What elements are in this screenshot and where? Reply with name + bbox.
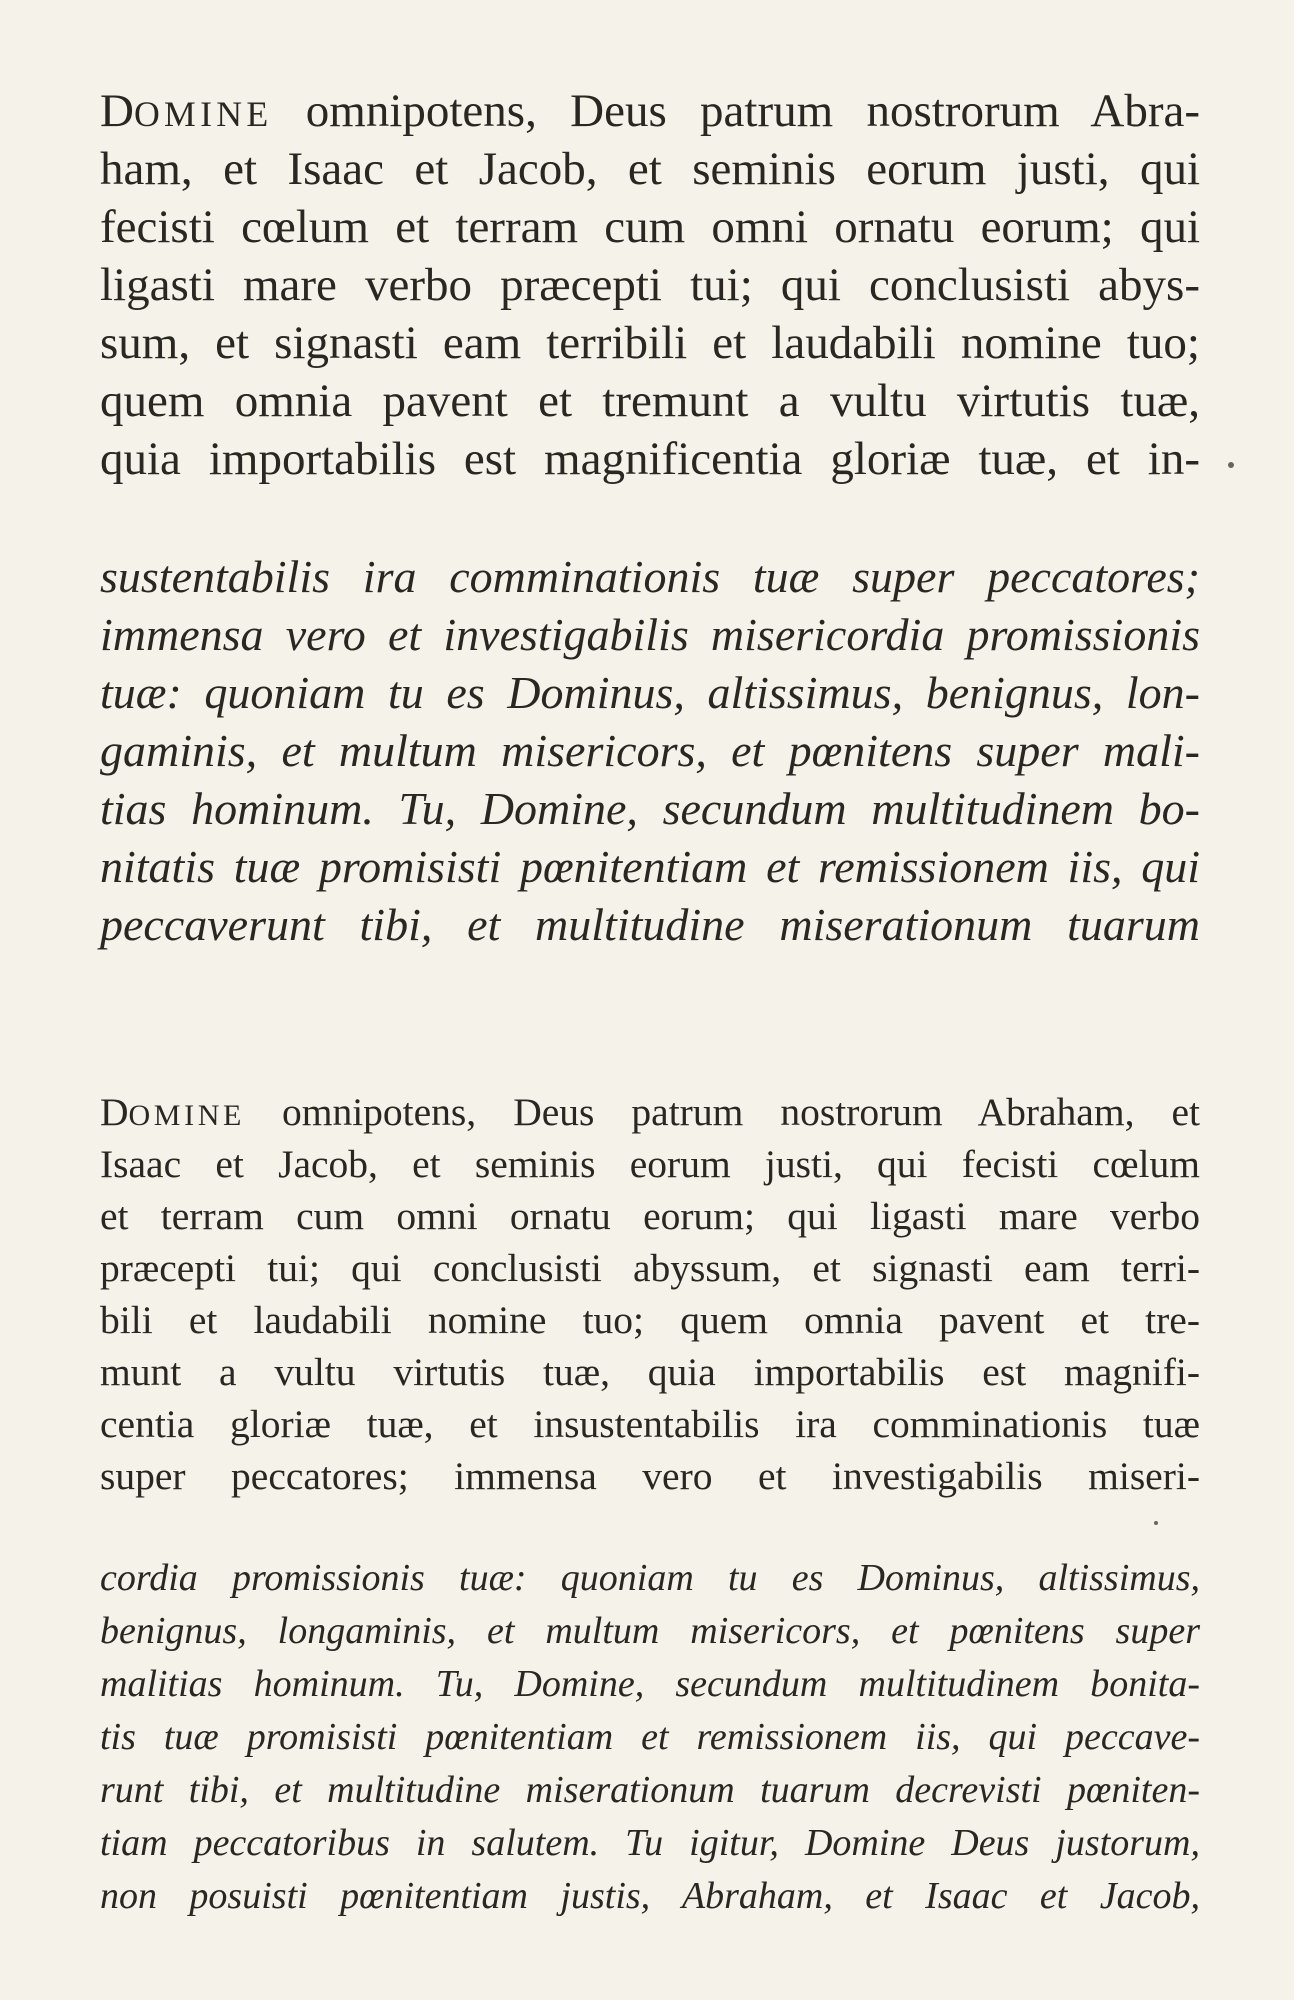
- text-line: malitias hominum. Tu, Domine, secundum multitudinem bonita-: [100, 1663, 1200, 1705]
- text-line: tuæ: quoniam tu es Dominus, altissimus, benignus, lon-: [100, 667, 1200, 718]
- specimen-2-italic-paragraph: [100, 1552, 1200, 1923]
- text-line: centia gloriæ tuæ, et insustentabilis ira comminationis tuæ: [100, 1402, 1200, 1446]
- text-line: tis tuæ promisisti pœnitentiam et remissionem iis, qui peccave-: [100, 1716, 1200, 1758]
- first-line-text: omnipotens, Deus patrum nostrorum Abra-: [272, 85, 1200, 137]
- first-line-text: omnipotens, Deus patrum nostrorum Abraham, et: [244, 1090, 1200, 1134]
- text-line: runt tibi, et multitudine miserationum tuarum decrevisti pœniten-: [100, 1769, 1200, 1811]
- small-caps-word: OMINE: [128, 1099, 245, 1132]
- text-line: non posuisti pœnitentiam justis, Abraham, et Isaac et Jacob,: [100, 1875, 1200, 1917]
- text-line: nitatis tuæ promisisti pœnitentiam et remissionem iis, qui: [100, 841, 1200, 892]
- text-line: tias hominum. Tu, Domine, secundum multitudinem bo-: [100, 783, 1200, 834]
- text-line: gaminis, et multum misericors, et pœnitens super mali-: [100, 725, 1200, 776]
- text-line: super peccatores; immensa vero et investigabilis miseri-: [100, 1454, 1200, 1498]
- text-line: quem omnia pavent et tremunt a vultu virtutis tuæ,: [100, 375, 1200, 427]
- text-line: immensa vero et investigabilis misericordia promissionis: [100, 609, 1200, 660]
- text-line: tiam peccatoribus in salutem. Tu igitur, Domine Deus justorum,: [100, 1822, 1200, 1864]
- specimen-1-roman-line-1: [100, 82, 1200, 140]
- drop-initial: D: [100, 1090, 129, 1134]
- text-line: bili et laudabili nomine tuo; quem omnia pavent et tre-: [100, 1298, 1200, 1342]
- specimen-1-roman-paragraph: [100, 82, 1200, 488]
- text-line: fecisti cœlum et terram cum omni ornatu eorum; qui: [100, 201, 1200, 253]
- text-line: cordia promissionis tuæ: quoniam tu es Dominus, altissimus,: [100, 1557, 1200, 1599]
- text-line: peccaverunt tibi, et multitudine miserationum tuarum: [100, 899, 1200, 950]
- text-line: benignus, longaminis, et multum misericors, et pœnitens super: [100, 1610, 1200, 1652]
- text-line: et terram cum omni ornatu eorum; qui ligasti mare verbo: [100, 1194, 1200, 1238]
- drop-initial: D: [100, 85, 134, 137]
- text-line: ham, et Isaac et Jacob, et seminis eorum justi, qui: [100, 143, 1200, 195]
- text-line: sustentabilis ira comminationis tuæ super peccatores;: [100, 551, 1200, 602]
- text-line: munt a vultu virtutis tuæ, quia importabilis est magnifi-: [100, 1350, 1200, 1394]
- small-caps-word: OMINE: [133, 94, 273, 134]
- specimen-2-roman-line-1: [100, 1086, 1200, 1138]
- page-mark-dot: [1154, 1521, 1158, 1525]
- text-line: Isaac et Jacob, et seminis eorum justi, qui fecisti cœlum: [100, 1142, 1200, 1186]
- text-line: ligasti mare verbo præcepti tui; qui conclusisti abys-: [100, 259, 1200, 311]
- text-line: quia importabilis est magnificentia gloriæ tuæ, et in-: [100, 433, 1200, 485]
- page-mark-dot: [1228, 462, 1234, 468]
- specimen-2-roman-paragraph: [100, 1086, 1200, 1502]
- specimen-1-italic-paragraph: [100, 548, 1200, 954]
- text-line: præcepti tui; qui conclusisti abyssum, et signasti eam terri-: [100, 1246, 1200, 1290]
- text-line: sum, et signasti eam terribili et laudabili nomine tuo;: [100, 317, 1200, 369]
